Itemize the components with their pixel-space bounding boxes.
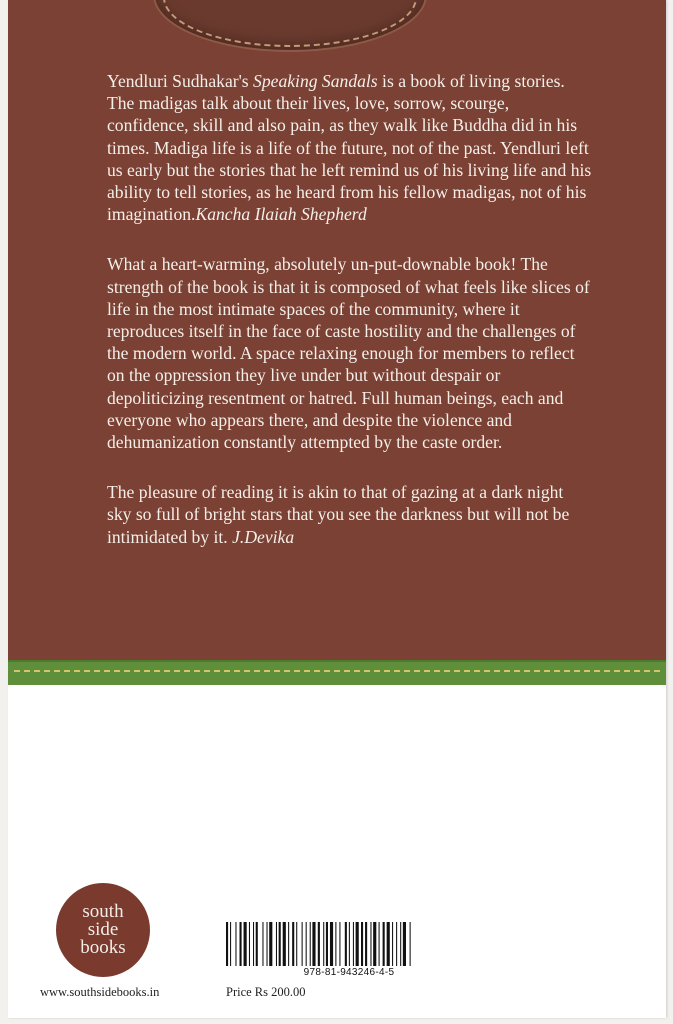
book-title-italic: Speaking Sandals [253,71,378,91]
endorsement-ilaiah [107,70,592,225]
blurb-panel [8,0,666,668]
logo-line-1: south [82,901,124,922]
publisher-website[interactable]: www.southsidebooks.in [40,985,160,999]
book-back-cover [8,0,666,1018]
endorsement-devika-part1 [107,253,592,453]
isbn-number: 978-81-943246-4-5 [303,967,395,978]
price-label: Price Rs 200.00 [226,985,306,999]
endorsement-devika-part2 [107,481,592,548]
quote3-author: J.Devika [232,526,295,547]
logo-line-3: books [80,937,126,958]
quote1-intro: Yendluri Sudhakar's [107,71,254,91]
band-stitching [14,670,660,672]
quote1-author: Kancha Ilaiah Shepherd [195,204,367,225]
quote2-body: What a heart-warming, absolutely un-put-downable book! The strength of the book is that it is composed of what feels like slices of life in the most intimate spaces of the community, where it reproduces itself in the face of caste hostility and the challenges of the modern world. A space relaxing enough for members to reflect on the oppression they live under but without despair or depoliticizing resentment or hatred. Full human beings, each and everyone who appears there, and despite the violence and dehumanization constantly attempted by the caste order. [107,254,590,453]
barcode-graphic [226,922,472,966]
quote3-body: The pleasure of reading it is akin to that of gazing at a dark night sky so full of bright stars that you see the darkness but will not be intimidated by it. [107,482,570,547]
isbn-barcode [226,922,472,978]
publisher-logo [56,883,150,977]
sandal-stitching [163,0,417,47]
endorsements [107,70,592,576]
logo-line-2: side [87,919,119,940]
quote1-body: is a book of living stories. The madigas talk about their lives, love, sorrow, scourge, confidence, skill and also pain, as they walk like Buddha did in his times. Madiga life is a life of the future, not of the past. Yendluri left us early but the stories that he left remind us of his living life and his ability to tell stories, as he heard from his fellow madigas, not of his imagination. [107,71,592,225]
green-band [8,660,666,685]
